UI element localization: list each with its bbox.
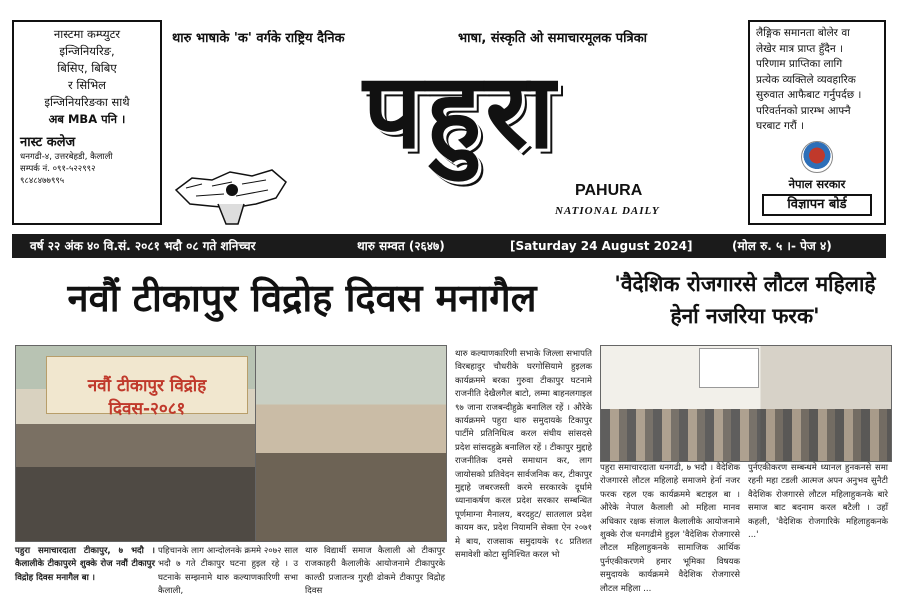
ad-line: र सिभिल xyxy=(68,78,106,92)
ad-line: अब MBA पनि । xyxy=(48,112,126,126)
ad-line: इन्जिनियरिङ, xyxy=(59,44,115,58)
tharu-era: थारु सम्वत (२६४७) xyxy=(357,239,445,253)
english-date: [Saturday 24 August 2024] xyxy=(510,239,693,253)
crowd-photo xyxy=(255,345,447,542)
ad-line: परिणाम प्राप्तिका लागि xyxy=(756,58,843,70)
college-name: नास्ट कलेज xyxy=(20,135,76,150)
college-mobile: ९८४८४७७९९५ xyxy=(20,176,65,186)
ad-line: बिसिए, बिबिए xyxy=(57,61,117,75)
college-address: धनगढी-४, उत्तरबेहडी, कैलाली xyxy=(20,152,113,162)
advertisement-board: विज्ञापन बोर्ड xyxy=(762,194,872,216)
government-name: नेपाल सरकार xyxy=(788,176,846,191)
ad-line: प्रत्येक व्यक्तिले व्यवहारिक xyxy=(756,73,856,86)
nepal-map-logo xyxy=(172,160,290,230)
ad-line: परिवर्तनको प्रारम्भ आफ्नै xyxy=(756,104,851,117)
ad-line: लैङ्गिक समानता बोलेर वा xyxy=(756,27,850,39)
ad-line: लेखेर मात्र प्राप्त हुँदैन । xyxy=(756,42,844,55)
college-phone: सम्पर्क नं. ०९१-५२२९९२ xyxy=(20,164,96,174)
masthead-title: पहुरा xyxy=(363,49,559,172)
main-headline: नवौं टीकापुर विद्रोह दिवस मनागैल xyxy=(67,276,537,320)
issue-info: वर्ष २२ अंक ४० वि.सं. २०८१ भदौ ०८ गते शनिच्चर xyxy=(30,239,256,253)
article-column: पहुरा समाचारदाता धनगढी, ७ भदौ । वैदेशिक रोजगारसे लौटल महिलाहे समाजमे हेर्ना नजर फरक रहल एक कार्यक्रममे बटाइल बा । औरेके नेपाल कैलाली ओ महिला मानव अधिकार रक्षक संजाल कैलालीके आयोजनामे शुक्के रोज धनगढीमे हुइल 'वैदेशिक रोजगारसे लौटल महिलाहुकनके सामाजिक आर्थिक पुर्नएकीकरणमे हमार भूमिका विषयक समुदायके कार्यक्रममे वैदेशिक रोजगारसे लौटल महिला ... xyxy=(600,463,740,594)
meeting-photo xyxy=(600,345,892,462)
article-column: पहुरा समाचारदाता टीकापुर, ७ भदौ । कैलालीके टीकापुरमे शुक्के रोज नवौं टीकापुर विद्रोह दिवस मनागैल बा । xyxy=(15,546,155,583)
government-emblem-icon xyxy=(801,141,833,173)
national-daily: NATIONAL DAILY xyxy=(555,205,660,217)
projector-screen xyxy=(699,348,759,388)
ad-line: इन्जिनियरिङका साथै xyxy=(44,95,130,109)
event-banner xyxy=(46,356,248,419)
government-advertisement xyxy=(748,20,886,225)
pahura-english: PAHURA xyxy=(575,182,643,199)
ad-line: घरबाट गरौं । xyxy=(756,120,805,132)
article-column: पहिचानके लाग आन्दोलनके क्रममे २०७२ साल भदौ ७ गते टीकापुर घटना हुइल रहे । उ घटनाके सम्झनामे थारु कल्याणकारिणी सभा कैलाली, xyxy=(158,546,298,597)
dateline-bar xyxy=(12,234,886,258)
tagline-right: भाषा, संस्कृति ओ समाचारमूलक पत्रिका xyxy=(458,31,648,46)
article-column: थारु कल्याणकारिणी सभाके जिल्ला सभापति विरबहादुर चौधरीके घरगोसियामे हुइलक कार्यक्रममे बरका गुरुवा टीकापुर घटनामे राजनीति देखैलगैल बाटो, लम्मा बाहनलगाइल ९७ जाना राजबन्दीहुक्रे बनालिल रहें । औरेके कार्यक्रममे पहुरा थारु समुदायके टिकापुर पार्टीमे प्रतिनिधित्व करल संघीय सांसदसे प्रदेश सांसदहुक्रे बनालिल रहें । टीकापुर मुद्दाहे राजनीतिक दमसे समाधान कर, लाग जायोसको प्रतिवेदन सार्वजनिक कर, टीकापुर मुद्दाहे जबरजस्ती करमे सरकारके दूर्धामे ध्यानाकर्षण करल प्रदेश सरकार सम्बन्धित पूर्णमाग्ना मैनालय, बरदहुट/ सातलाल प्रदेश कायम कर, प्रदेश नियामनि सेक्ता ऐन २०७१ मे बाय, राजसाक समुदायके १८ प्रतिशत समावेशी कोटा सुनिश्चित करल भो xyxy=(455,349,592,561)
side-headline: 'वैदेशिक रोजगारसे लौटल महिलाहे हेर्ना नजरिया फरक' xyxy=(614,272,876,328)
seated-audience xyxy=(601,409,891,461)
article-column: थारु विद्यार्थी समाज कैलाली ओ टीकापुर राजकाहरी कैलालीके आयोजनामे टीकापुरके काल्ठी प्रजातन्त्र गुरही ढोकमे टीकापुर विद्रोह दिवस xyxy=(305,546,445,597)
article-column: पुर्नएकीकरण सम्बन्धमे ध्यानल हुनकनसे समा रहनी महा टडली आत्मज अपन अनुभव सुनैटी वैदेशिक रोजगारसे लौटल महिलाहुकनके बारे समाज बाट बदनाम करल बटैली । उहाँ कहली, 'वैदेशिक रोजगारिके महिलाहुकनके ...' xyxy=(748,463,888,541)
tagline-left: थारु भाषाके 'क' वर्गके राष्ट्रिय दैनिक xyxy=(172,31,345,46)
college-advertisement xyxy=(12,20,162,225)
ad-line: सुरुवात आफैबाट गर्नुपर्दछ । xyxy=(756,89,862,101)
ad-line: नास्टमा कम्प्युटर xyxy=(53,27,121,41)
banner-title: नवौं टीकापुर विद्रोह दिवस-२०८१ xyxy=(87,376,207,419)
price-page: (मोल रु. ५ ।- पेज ४) xyxy=(732,239,832,253)
